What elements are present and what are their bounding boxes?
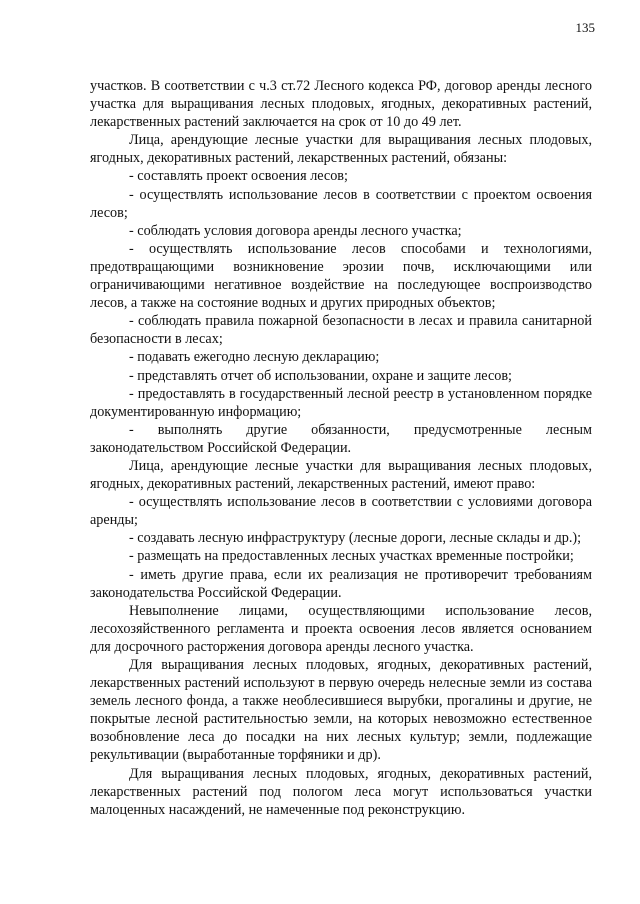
- paragraph: Лица, арендующие лесные участки для выращивания лесных плодовых, ягодных, декоративных растений, лекарственных растений, обязаны:: [90, 132, 592, 167]
- list-item: - осуществлять использование лесов в соответствии с условиями договора аренды;: [90, 494, 592, 529]
- list-item: - представлять отчет об использовании, охране и защите лесов;: [129, 367, 512, 384]
- page-number: 135: [575, 20, 595, 35]
- list-item: - выполнять другие обязанности, предусмотренные лесным законодательством Российской Федерации.: [90, 421, 592, 456]
- text-body: [90, 77, 592, 819]
- paragraph: Лица, арендующие лесные участки для выращивания лесных плодовых, ягодных, декоративных растений, лекарственных растений, имеют право:: [90, 457, 592, 493]
- list-item: - подавать ежегодно лесную декларацию;: [129, 349, 380, 366]
- list-item: - соблюдать условия договора аренды лесного участка;: [129, 222, 462, 239]
- list-item: - соблюдать правила пожарной безопасности в лесах и правила санитарной безопасности в лесах;: [90, 313, 592, 348]
- list-item: - предоставлять в государственный лесной реестр в установленном порядке документированную информацию;: [90, 385, 592, 420]
- list-item: - составлять проект освоения лесов;: [129, 168, 348, 185]
- list-item: - иметь другие права, если их реализация не противоречит требованиям законодательства Российской Федерации.: [90, 566, 592, 601]
- list-item: - осуществлять использование лесов способами и технологиями, предотвращающими возникновение эрозии почв, исключающими или ограничивающими негативное воздействие на последующее воспроизводство лесов, а также на состояние водных и других природных объектов;: [90, 240, 592, 312]
- list-item: - создавать лесную инфраструктуру (лесные дороги, лесные склады и др.);: [129, 530, 582, 547]
- paragraph: Для выращивания лесных плодовых, ягодных, декоративных растений, лекарственных растений используют в первую очередь нелесные земли из состава земель лесного фонда, а также необлесившиеся вырубки, прогалины и другие, не покрытые лесной растительностью земли, на которых невозможно естественное возобновление леса до посадки на них лесных культур; земли, подлежащие рекультивации (выработанные торфяники и др).: [90, 657, 592, 764]
- list-item: - осуществлять использование лесов в соответствии с проектом освоения лесов;: [90, 186, 592, 221]
- paragraph: Для выращивания лесных плодовых, ягодных, декоративных растений, лекарственных растений под пологом леса могут использоваться участки малоценных насаждений, не намеченные под реконструкцию.: [90, 765, 592, 818]
- paragraph: участков. В соответствии с ч.3 ст.72 Лесного кодекса РФ, договор аренды лесного участка для выращивания лесных плодовых, ягодных, декоративных растений, лекарственных растений заключается на срок от 10 до 49 лет.: [90, 78, 592, 131]
- paragraph: Невыполнение лицами, осуществляющими использование лесов, лесохозяйственного регламента и проекта освоения лесов является основанием для досрочного расторжения договора аренды лесного участка.: [90, 602, 592, 655]
- list-item: - размещать на предоставленных лесных участках временные постройки;: [129, 548, 574, 565]
